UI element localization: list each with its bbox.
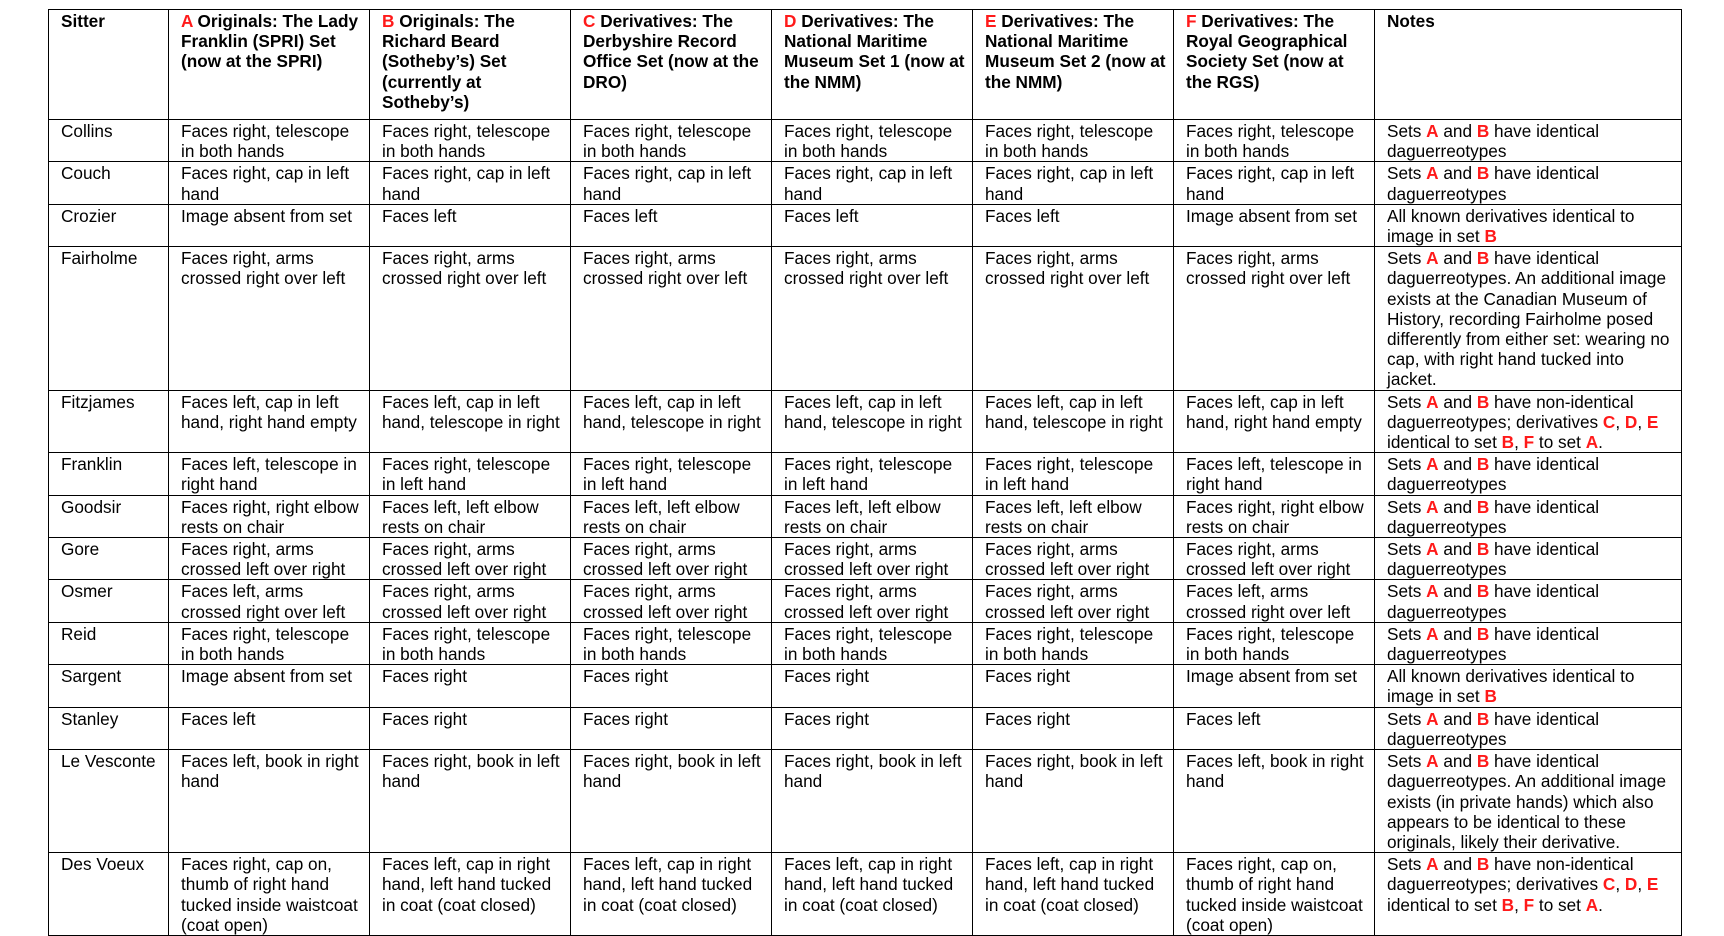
- table-header-row: [49, 10, 1682, 120]
- set-letter-reference: B: [1476, 581, 1490, 602]
- set-letter-reference: B: [1484, 226, 1497, 247]
- notes-text: and: [1438, 248, 1477, 269]
- set-letter-reference: A: [1426, 163, 1439, 184]
- sitter-name: Fitzjames: [49, 390, 169, 453]
- cell-set-b: Faces right, arms crossed right over left: [370, 247, 571, 390]
- sitter-name: Couch: [49, 162, 169, 204]
- notes-text: and: [1438, 751, 1477, 772]
- header-text: Derivatives: The Derbyshire Record Office Set (now at the DRO): [583, 11, 759, 92]
- cell-set-d: Faces right, telescope in both hands: [772, 120, 973, 162]
- notes-cell: [1375, 120, 1682, 162]
- notes-text: and: [1438, 854, 1477, 875]
- notes-text: and: [1438, 496, 1477, 517]
- set-letter-reference: B: [1476, 708, 1490, 729]
- cell-set-c: Faces right, arms crossed left over right: [571, 580, 772, 622]
- sitter-name: Fairholme: [49, 247, 169, 390]
- notes-text: Sets: [1387, 854, 1427, 875]
- notes-text: have identical daguerreotypes: [1387, 121, 1600, 162]
- notes-cell: [1375, 204, 1682, 246]
- table-row: [49, 750, 1682, 853]
- notes-text: Sets: [1387, 391, 1427, 412]
- header-set-f: [1174, 10, 1375, 120]
- notes-text: ,: [1615, 411, 1625, 432]
- header-set-a: [169, 10, 370, 120]
- sitter-name: Des Voeux: [49, 853, 169, 936]
- header-set-e: [973, 10, 1174, 120]
- cell-set-f: Faces left, cap in left hand, right hand empty: [1174, 390, 1375, 453]
- notes-text: ,: [1615, 874, 1625, 895]
- table-row: [49, 204, 1682, 246]
- notes-text: to set: [1534, 894, 1586, 915]
- notes-text: have identical daguerreotypes: [1387, 163, 1600, 204]
- set-letter-reference: E: [1646, 411, 1659, 432]
- sitter-name: Gore: [49, 538, 169, 580]
- notes-cell: [1375, 247, 1682, 390]
- sitter-name: Stanley: [49, 707, 169, 749]
- cell-set-c: Faces right, arms crossed left over right: [571, 538, 772, 580]
- sitter-name: Sargent: [49, 665, 169, 707]
- cell-set-a: Faces right, cap in left hand: [169, 162, 370, 204]
- set-letter-reference: B: [1484, 686, 1497, 707]
- cell-set-d: Faces right, telescope in left hand: [772, 453, 973, 495]
- cell-set-e: Faces right, telescope in both hands: [973, 120, 1174, 162]
- sitter-name: Osmer: [49, 580, 169, 622]
- table-row: [49, 453, 1682, 495]
- notes-text: have identical daguerreotypes: [1387, 454, 1600, 495]
- set-letter-reference: A: [1426, 623, 1439, 644]
- cell-set-d: Faces right, arms crossed left over right: [772, 580, 973, 622]
- sitter-name: Collins: [49, 120, 169, 162]
- set-letter-reference: C: [1602, 411, 1616, 432]
- cell-set-f: Faces left: [1174, 707, 1375, 749]
- cell-set-d: Faces right, telescope in both hands: [772, 622, 973, 664]
- cell-set-a: Faces right, arms crossed right over left: [169, 247, 370, 390]
- set-letter-reference: B: [1476, 854, 1490, 875]
- cell-set-e: Faces left, cap in left hand, telescope in right: [973, 390, 1174, 453]
- set-letter-label: C: [583, 11, 596, 31]
- set-letter-reference: B: [1501, 432, 1515, 453]
- cell-set-c: Faces right, cap in left hand: [571, 162, 772, 204]
- cell-set-c: Faces right, arms crossed right over left: [571, 247, 772, 390]
- cell-set-c: Faces right, telescope in both hands: [571, 622, 772, 664]
- header-set-b: [370, 10, 571, 120]
- cell-set-d: Faces right, arms crossed right over left: [772, 247, 973, 390]
- cell-set-a: Faces left, book in right hand: [169, 750, 370, 853]
- set-letter-reference: A: [1585, 894, 1599, 915]
- table-row: [49, 247, 1682, 390]
- table-row: [49, 390, 1682, 453]
- cell-set-f: Faces right, right elbow rests on chair: [1174, 495, 1375, 537]
- notes-text: have identical daguerreotypes. An additional image exists (in private hands) which also appears to be identical to these originals, likely their derivative.: [1387, 751, 1667, 852]
- header-text: Notes: [1387, 11, 1435, 31]
- notes-cell: [1375, 390, 1682, 453]
- cell-set-e: Faces right, arms crossed right over left: [973, 247, 1174, 390]
- notes-text: and: [1438, 539, 1477, 560]
- cell-set-e: Faces right, cap in left hand: [973, 162, 1174, 204]
- notes-cell: [1375, 162, 1682, 204]
- sitter-name: Le Vesconte: [49, 750, 169, 853]
- set-letter-label: F: [1186, 11, 1197, 31]
- cell-set-d: Faces left, cap in right hand, left hand tucked in coat (coat closed): [772, 853, 973, 936]
- sitter-name: Goodsir: [49, 495, 169, 537]
- set-letter-label: B: [382, 11, 395, 31]
- cell-set-a: Faces right, right elbow rests on chair: [169, 495, 370, 537]
- cell-set-e: Faces right: [973, 707, 1174, 749]
- set-letter-reference: B: [1476, 751, 1490, 772]
- cell-set-a: Faces right, telescope in both hands: [169, 120, 370, 162]
- table-row: [49, 538, 1682, 580]
- cell-set-b: Faces right, telescope in left hand: [370, 453, 571, 495]
- cell-set-a: Faces right, cap on, thumb of right hand tucked inside waistcoat (coat open): [169, 853, 370, 936]
- header-text: Derivatives: The National Maritime Museum Set 2 (now at the NMM): [985, 11, 1166, 92]
- notes-text: have identical daguerreotypes: [1387, 539, 1600, 580]
- cell-set-b: Faces right, cap in left hand: [370, 162, 571, 204]
- notes-text: ,: [1637, 874, 1647, 895]
- cell-set-d: Faces right: [772, 665, 973, 707]
- set-letter-reference: B: [1476, 454, 1490, 475]
- header-notes: [1375, 10, 1682, 120]
- notes-text: have identical daguerreotypes: [1387, 623, 1600, 665]
- table-row: [49, 853, 1682, 936]
- notes-text: and: [1438, 454, 1477, 475]
- cell-set-f: Faces right, cap in left hand: [1174, 162, 1375, 204]
- notes-text: Sets: [1387, 248, 1427, 269]
- notes-cell: [1375, 707, 1682, 749]
- notes-text: Sets: [1387, 454, 1427, 475]
- cell-set-e: Faces left, cap in right hand, left hand tucked in coat (coat closed): [973, 853, 1174, 936]
- table-row: [49, 162, 1682, 204]
- cell-set-e: Faces left, left elbow rests on chair: [973, 495, 1174, 537]
- notes-text: have identical daguerreotypes: [1387, 708, 1600, 749]
- notes-cell: [1375, 495, 1682, 537]
- set-letter-reference: B: [1476, 248, 1490, 269]
- sitter-name: Reid: [49, 622, 169, 664]
- cell-set-a: Faces left, arms crossed right over left: [169, 580, 370, 622]
- cell-set-d: Faces right, book in left hand: [772, 750, 973, 853]
- header-set-c: [571, 10, 772, 120]
- cell-set-b: Faces right: [370, 707, 571, 749]
- set-letter-reference: A: [1426, 581, 1439, 602]
- cell-set-b: Faces left, left elbow rests on chair: [370, 495, 571, 537]
- set-letter-label: E: [985, 11, 997, 31]
- cell-set-a: Image absent from set: [169, 204, 370, 246]
- set-letter-label: D: [784, 11, 797, 31]
- notes-text: have non-identical daguerreotypes; derivatives: [1387, 391, 1634, 432]
- cell-set-b: Faces left, cap in right hand, left hand tucked in coat (coat closed): [370, 853, 571, 936]
- cell-set-f: Faces left, arms crossed right over left: [1174, 580, 1375, 622]
- cell-set-b: Faces right: [370, 665, 571, 707]
- cell-set-b: Faces right, telescope in both hands: [370, 120, 571, 162]
- set-letter-reference: D: [1624, 874, 1638, 895]
- header-sitter: [49, 10, 169, 120]
- cell-set-f: Faces right, telescope in both hands: [1174, 622, 1375, 664]
- notes-text: and: [1438, 391, 1477, 412]
- set-letter-reference: E: [1646, 874, 1659, 895]
- cell-set-f: Faces right, arms crossed left over right: [1174, 538, 1375, 580]
- notes-cell: [1375, 665, 1682, 707]
- notes-text: Sets: [1387, 623, 1427, 644]
- set-letter-reference: A: [1426, 751, 1439, 772]
- cell-set-f: Faces right, cap on, thumb of right hand tucked inside waistcoat (coat open): [1174, 853, 1375, 936]
- notes-text: Sets: [1387, 539, 1427, 560]
- notes-text: ,: [1514, 432, 1524, 453]
- cell-set-f: Faces right, telescope in both hands: [1174, 120, 1375, 162]
- notes-cell: [1375, 622, 1682, 664]
- notes-text: All known derivatives identical to image in set: [1387, 666, 1635, 707]
- cell-set-a: Faces right, arms crossed left over right: [169, 538, 370, 580]
- cell-set-e: Faces right, book in left hand: [973, 750, 1174, 853]
- set-letter-reference: B: [1476, 496, 1490, 517]
- notes-text: have identical daguerreotypes. An additional image exists at the Canadian Museum of History, recording Fairholme posed differently from either set: wearing no cap, with right hand tucked into jacket.: [1387, 248, 1670, 390]
- set-letter-reference: A: [1585, 432, 1599, 453]
- notes-cell: [1375, 580, 1682, 622]
- notes-text: Sets: [1387, 708, 1427, 729]
- notes-cell: [1375, 538, 1682, 580]
- table-row: [49, 707, 1682, 749]
- cell-set-c: Faces right: [571, 707, 772, 749]
- set-letter-reference: A: [1426, 121, 1439, 141]
- notes-cell: [1375, 853, 1682, 936]
- cell-set-a: Faces left, telescope in right hand: [169, 453, 370, 495]
- cell-set-b: Faces right, telescope in both hands: [370, 622, 571, 664]
- notes-text: and: [1438, 623, 1477, 644]
- table-row: [49, 495, 1682, 537]
- set-letter-reference: A: [1426, 496, 1439, 517]
- cell-set-c: Faces left, cap in left hand, telescope in right: [571, 390, 772, 453]
- notes-text: .: [1598, 894, 1603, 915]
- cell-set-d: Faces left: [772, 204, 973, 246]
- notes-text: Sets: [1387, 581, 1427, 602]
- cell-set-e: Faces right, arms crossed left over right: [973, 580, 1174, 622]
- notes-text: .: [1598, 432, 1603, 453]
- cell-set-a: Faces right, telescope in both hands: [169, 622, 370, 664]
- cell-set-e: Faces right: [973, 665, 1174, 707]
- table-row: [49, 580, 1682, 622]
- set-letter-reference: B: [1476, 539, 1490, 560]
- cell-set-c: Faces left, cap in right hand, left hand tucked in coat (coat closed): [571, 853, 772, 936]
- set-letter-reference: B: [1476, 391, 1490, 412]
- cell-set-b: Faces right, book in left hand: [370, 750, 571, 853]
- cell-set-e: Faces right, telescope in left hand: [973, 453, 1174, 495]
- cell-set-c: Faces right, telescope in left hand: [571, 453, 772, 495]
- header-text: Originals: The Richard Beard (Sotheby’s) Set (currently at Sotheby’s): [382, 11, 515, 112]
- set-letter-label: A: [181, 11, 193, 31]
- set-letter-reference: B: [1501, 894, 1515, 915]
- cell-set-d: Faces left, cap in left hand, telescope in right: [772, 390, 973, 453]
- notes-text: and: [1438, 121, 1477, 141]
- table-row: [49, 622, 1682, 664]
- cell-set-c: Faces right, telescope in both hands: [571, 120, 772, 162]
- table-row: [49, 120, 1682, 162]
- notes-text: Sets: [1387, 751, 1427, 772]
- cell-set-b: Faces left, cap in left hand, telescope in right: [370, 390, 571, 453]
- cell-set-a: Faces left: [169, 707, 370, 749]
- cell-set-c: Faces right, book in left hand: [571, 750, 772, 853]
- notes-cell: [1375, 750, 1682, 853]
- cell-set-f: Faces left, book in right hand: [1174, 750, 1375, 853]
- set-letter-reference: B: [1476, 623, 1490, 644]
- header-text: Sitter: [61, 11, 105, 31]
- cell-set-d: Faces left, left elbow rests on chair: [772, 495, 973, 537]
- notes-text: ,: [1637, 411, 1647, 432]
- cell-set-b: Faces right, arms crossed left over right: [370, 580, 571, 622]
- set-letter-reference: A: [1426, 248, 1439, 269]
- header-text: Derivatives: The National Maritime Museum Set 1 (now at the NMM): [784, 11, 965, 92]
- cell-set-a: Image absent from set: [169, 665, 370, 707]
- notes-text: Sets: [1387, 163, 1427, 184]
- sitter-name: Franklin: [49, 453, 169, 495]
- sitter-comparison-table: [48, 9, 1682, 936]
- table-row: [49, 665, 1682, 707]
- cell-set-f: Image absent from set: [1174, 204, 1375, 246]
- notes-text: have non-identical daguerreotypes; derivatives: [1387, 854, 1634, 895]
- cell-set-b: Faces left: [370, 204, 571, 246]
- set-letter-reference: A: [1426, 854, 1439, 875]
- notes-text: All known derivatives identical to image in set: [1387, 205, 1635, 247]
- notes-text: have identical daguerreotypes: [1387, 581, 1600, 622]
- notes-text: Sets: [1387, 496, 1427, 517]
- header-text: Originals: The Lady Franklin (SPRI) Set (now at the SPRI): [181, 11, 359, 72]
- cell-set-b: Faces right, arms crossed left over right: [370, 538, 571, 580]
- set-letter-reference: A: [1426, 708, 1439, 729]
- notes-text: ,: [1514, 894, 1524, 915]
- header-set-d: [772, 10, 973, 120]
- set-letter-reference: D: [1624, 411, 1638, 432]
- cell-set-c: Faces left, left elbow rests on chair: [571, 495, 772, 537]
- cell-set-f: Faces right, arms crossed right over left: [1174, 247, 1375, 390]
- cell-set-d: Faces right, arms crossed left over right: [772, 538, 973, 580]
- notes-text: and: [1438, 581, 1477, 602]
- cell-set-c: Faces left: [571, 204, 772, 246]
- table-body: [49, 120, 1682, 936]
- set-letter-reference: A: [1426, 391, 1439, 412]
- set-letter-reference: F: [1523, 432, 1535, 453]
- cell-set-c: Faces right: [571, 665, 772, 707]
- cell-set-f: Image absent from set: [1174, 665, 1375, 707]
- set-letter-reference: B: [1476, 121, 1490, 141]
- notes-text: and: [1438, 708, 1477, 729]
- set-letter-reference: F: [1523, 894, 1535, 915]
- cell-set-d: Faces right, cap in left hand: [772, 162, 973, 204]
- cell-set-e: Faces left: [973, 204, 1174, 246]
- notes-text: identical to set: [1387, 894, 1502, 915]
- notes-text: identical to set: [1387, 432, 1502, 453]
- cell-set-e: Faces right, arms crossed left over right: [973, 538, 1174, 580]
- set-letter-reference: A: [1426, 454, 1439, 475]
- notes-text: to set: [1534, 432, 1586, 453]
- set-letter-reference: C: [1602, 874, 1616, 895]
- notes-text: Sets: [1387, 121, 1427, 141]
- set-letter-reference: B: [1476, 163, 1490, 184]
- header-text: Derivatives: The Royal Geographical Society Set (now at the RGS): [1186, 11, 1348, 92]
- notes-cell: [1375, 453, 1682, 495]
- notes-text: have identical daguerreotypes: [1387, 496, 1600, 537]
- sitter-name: Crozier: [49, 204, 169, 246]
- cell-set-f: Faces left, telescope in right hand: [1174, 453, 1375, 495]
- notes-text: and: [1438, 163, 1477, 184]
- cell-set-d: Faces right: [772, 707, 973, 749]
- cell-set-a: Faces left, cap in left hand, right hand empty: [169, 390, 370, 453]
- cell-set-e: Faces right, telescope in both hands: [973, 622, 1174, 664]
- set-letter-reference: A: [1426, 539, 1439, 560]
